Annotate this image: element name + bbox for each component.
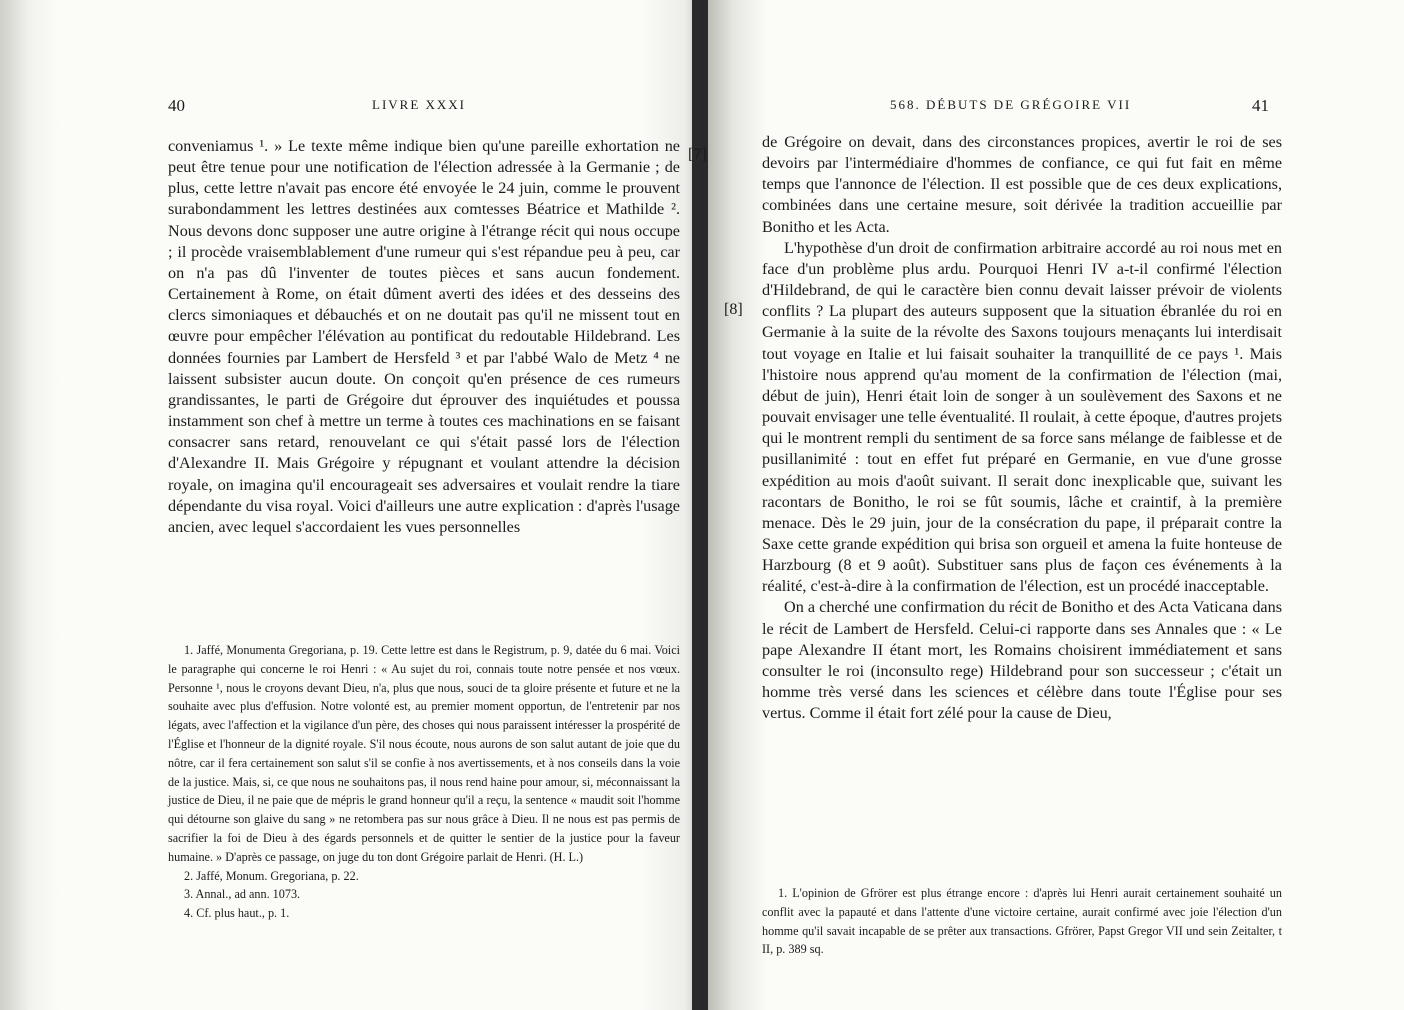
footnotes bbox=[168, 641, 680, 923]
footnote: 4. Cf. plus haut., p. 1. bbox=[184, 906, 290, 921]
footnotes bbox=[762, 884, 1282, 959]
paragraph: conveniamus ¹. » Le texte même indique bien qu'une pareille exhortation ne peut être tenue pour une notification de l'élection adressée à la Germanie ; de plus, cette lettre n'avait pas encore été envoyée le 24 juin, comme le prouvent surabondamment les lettres destinées aux comtesses Béatrice et Mathilde ². Nous devons donc supposer une autre origine à l'étrange récit qui nous occupe ; il procède vraisemblablement d'une rumeur qui s'est répandue peu à peu, car on n'a pas dû l'inventer de toutes pièces et sans aucun fondement. Certainement à Rome, on était dûment averti des idées et des desseins des clercs simoniaques et débauchés et on ne doutait pas qu'il ne missent tout en œuvre pour empêcher l'élévation au pontificat du redoutable Hildebrand. Les données fournies par Lambert de Hersfeld ³ et par l'abbé Walo de Metz ⁴ ne laissent subsister aucun doute. On conçoit qu'en présence de ces rumeurs grandissantes, le parti de Grégoire dut éprouver des inquiétudes et poussa instamment son chef à mettre un terme à toutes ces machinations en se faisant consacrer sans retard, renouvelant ce qui s'était passé lors de l'élection d'Alexandre II. Mais Grégoire y répugnant et voulant attendre la décision royale, on imagina qu'il encourageait ses adversaires et voulait rendre la tiare dépendante du visa royal. Voici d'ailleurs une autre explication : d'après l'usage ancien, avec lequel s'accordaient les vues personnelles bbox=[168, 137, 680, 536]
page-number: 41 bbox=[1252, 96, 1269, 115]
paragraph: L'hypothèse d'un droit de confirmation arbitraire accordé au roi nous met en face d'un problème plus ardu. Pourquoi Henri IV a-t-il confirmé l'élection d'Hildebrand, de qui le caractère bien connu devait laisser prévoir de violents conflits ? La plupart des auteurs supposent que la situation ébranlée du roi en Germanie à la suite de la révolte des Saxons toujours menaçants lui interdisait tout voyage en Italie et lui faisait souhaiter la tranquillité de ce pays ¹. Mais l'histoire nous apprend qu'au moment de la confirmation de l'élection (mai, début de juin), Henri était loin de songer à un soulèvement des Saxons et ne pouvait envisager une telle éventualité. Il roulait, à cette époque, d'autres projets qui le montrent rempli du sentiment de sa force sans mélange de faiblesse et de pusillanimité : tout en effet fut préparé en Germanie, en vue d'une grosse expédition au mois d'août suivant. Il serait donc inexplicable que, suivant les racontars de Bonitho, le roi se fût soumis, lâche et craintif, à la première menace. Dès le 29 juin, jour de la consécration du pape, il préparait contre la Saxe cette grande expédition qui brisa son orgueil et amena la fuite honteuse de Harzbourg (8 et 9 août). Substituer sans plus de façon ces événements à la réalité, c'est-à-dire à la confirmation de l'élection, est un procédé inacceptable. bbox=[762, 238, 1282, 596]
paragraph: On a cherché une confirmation du récit de Bonitho et des Acta Vaticana dans le récit de Lambert de Hersfeld. Celui-ci rapporte dans ses Annales que : « Le pape Alexandre II étant mort, les Romains choisirent immédiatement et sans consulter le roi (inconsulto rege) Hildebrand pour son successeur ; c'était un homme très versé dans les sciences et célèbre dans toute l'Église pour ses vertus. Comme il était fort zélé pour la cause de Dieu, bbox=[762, 598, 1282, 723]
footnote: 1. L'opinion de Gfrörer est plus étrange encore : d'après lui Henri aurait certainement souhaité un conflit avec la papauté et dans l'attente d'une victoire certaine, aurait confirmé avec joie l'élection d'un homme qu'il savait incapable de se prêter aux transactions. Gfrörer, Papst Gregor VII und sein Zeitalter, t II, p. 389 sq. bbox=[762, 886, 1282, 957]
running-head: 568. DÉBUTS DE GRÉGOIRE VII bbox=[890, 97, 1132, 112]
page-number: 40 bbox=[168, 96, 185, 115]
running-head: LIVRE XXXI bbox=[372, 97, 467, 112]
footnote: 2. Jaffé, Monum. Gregoriana, p. 22. bbox=[184, 868, 359, 883]
right-page bbox=[688, 0, 1404, 1010]
footnote: 1. Jaffé, Monumenta Gregoriana, p. 19. Cette lettre est dans le Registrum, p. 9, datée du 6 mai. Voici le paragraphe qui concerne le roi Henri : « Au sujet du roi, connais toute notre pensée et nos vœux. Personne ¹, nous le croyons devant Dieu, n'a, plus que nous, souci de ta gloire présente et future et ne la souhaite avec plus d'effusion. Notre volonté est, au premier moment opportun, de l'entretenir par nos légats, avec l'affection et la vigilance d'un père, des choses qui nous paraissent intéresser la prospérité de l'Église et l'honneur de la dignité royale. S'il nous écoute, nous aurons de son salut autant de joie que du nôtre, car il fera certainement son salut s'il se confie à nos avertissements, et à nos conseils dans la voie de la justice. Mais, si, ce que nous ne souhaitons pas, il nous rend haine pour amour, si, méconnaissant la justice de Dieu, il ne paie que de mépris le grand honneur qu'il a reçu, la sentence « maudit soit l'homme qui détourne son glaive du sang » ne retombera pas sur nous grâce à Dieu. Il ne nous est pas permis de sacrifier la foi de Dieu à des égards personnels et de quitter le sentier de la justice pour la faveur humaine. » D'après ce passage, on juge du ton dont Grégoire parlait de Henri. (H. L.) bbox=[168, 643, 680, 864]
left-page bbox=[0, 0, 700, 1010]
paragraph: de Grégoire on devait, dans des circonstances propices, avertir le roi de ses devoirs par l'intermédiaire d'hommes de confiance, ce qui fut fait en même temps que l'annonce de l'élection. Il est possible que de ces deux explications, combinées dans une certaine mesure, soit dérivée la tradition accueillie par Bonitho et les Acta. bbox=[762, 133, 1282, 236]
body-text bbox=[168, 136, 680, 538]
margin-marker: [8] bbox=[724, 301, 743, 318]
body-text bbox=[762, 132, 1282, 724]
footnote: 3. Annal., ad ann. 1073. bbox=[184, 887, 301, 902]
margin-marker: [7] bbox=[688, 146, 707, 163]
